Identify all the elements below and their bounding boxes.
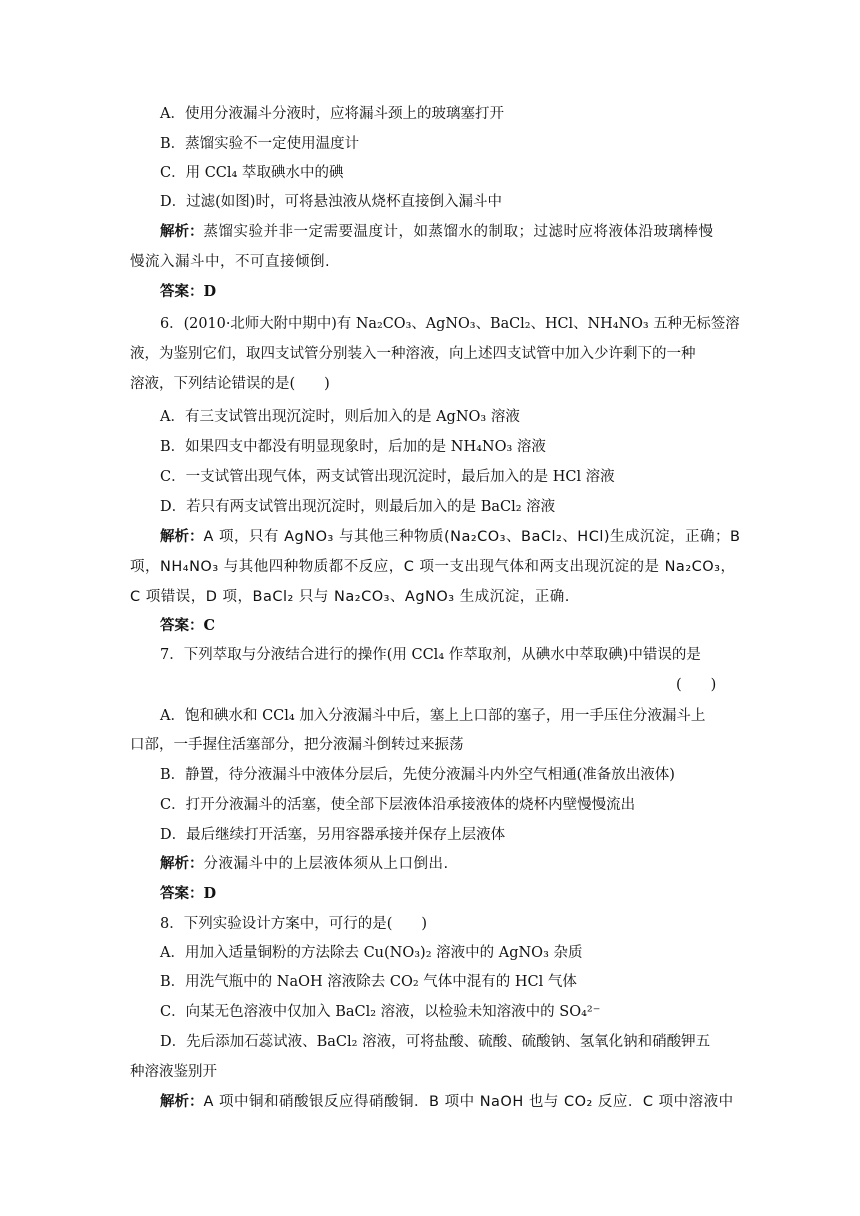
answer-label: 答案： [160,617,204,634]
answer-label: 答案： [160,885,204,902]
answer-bracket-q7: ( ) [676,677,717,693]
option-d-q6: D．若只有两支试管出现沉淀时，则最后加入的是 BaCl₂ 溶液 [160,499,556,515]
explanation-text: 分液漏斗中的上层液体须从上口倒出. [203,856,449,872]
answer-q7 [160,884,216,904]
explanation-text: 蒸馏实验并非一定需要温度计，如蒸馏水的制取；过滤时应将液体沿玻璃棒慢 [203,224,714,240]
option-b-q5: B．蒸馏实验不一定使用温度计 [160,136,360,152]
explanation-q7 [160,854,449,874]
explanation-label: 解析： [160,528,204,545]
option-d-q5: D．过滤(如图)时，可将悬浊液从烧杯直接倒入漏斗中 [160,194,502,210]
question-6-line-2: 液，为鉴别它们，取四支试管分别装入一种溶液，向上述四支试管中加入少许剩下的一种 [130,346,696,362]
answer-label: 答案： [160,283,204,300]
option-b-q8: B．用洗气瓶中的 NaOH 溶液除去 CO₂ 气体中混有的 HCl 气体 [160,974,577,990]
option-b-q7: B．静置，待分液漏斗中液体分层后，先使分液漏斗内外空气相通(准备放出液体) [160,767,675,783]
explanation-q6 [160,527,740,547]
option-b-q6: B．如果四支中都没有明显现象时，后加的是 NH₄NO₃ 溶液 [160,439,546,455]
option-c-q8: C．向某无色溶液中仅加入 BaCl₂ 溶液，以检验未知溶液中的 SO₄²⁻ [160,1004,601,1020]
option-a-q6: A．有三支试管出现沉淀时，则后加入的是 AgNO₃ 溶液 [160,409,520,425]
explanation-cont-q5 [130,252,330,272]
explanation-label: 解析： [160,223,204,240]
option-a-q7-cont: 口部，一手握住活塞部分，把分液漏斗倒转过来振荡 [130,737,464,753]
answer-value: C [203,617,216,634]
explanation-label: 解析： [160,855,204,872]
explanation-text: 慢流入漏斗中，不可直接倾倒. [130,254,331,270]
question-8: 8．下列实验设计方案中，可行的是( ) [160,916,428,932]
explanation-text: A 项，只有 AgNO₃ 与其他三种物质(Na₂CO₃、BaCl₂、HCl)生成沉淀，正确；B [203,529,741,545]
option-d-q7: D．最后继续打开活塞，另用容器承接并保存上层液体 [160,827,506,843]
explanation-text: C 项错误，D 项，BaCl₂ 只与 Na₂CO₃、AgNO₃ 生成沉淀，正确. [130,589,570,605]
explanation-q5 [160,222,714,242]
question-6-line-1: 6．(2010·北师大附中期中)有 Na₂CO₃、AgNO₃、BaCl₂、HCl、NH₄NO₃ 五种无标签溶 [160,316,740,332]
explanation-cont-q6-2 [130,587,570,607]
option-a-q5: A．使用分液漏斗分液时，应将漏斗颈上的玻璃塞打开 [160,106,504,122]
option-a-q8: A．用加入适量铜粉的方法除去 Cu(NO₃)₂ 溶液中的 AgNO₃ 杂质 [160,945,583,961]
question-7-line-1: 7．下列萃取与分液结合进行的操作(用 CCl₄ 作萃取剂，从碘水中萃取碘)中错误的是 [160,647,701,663]
question-6-line-3: 溶液，下列结论错误的是( ) [130,376,330,392]
option-d-q8: D．先后添加石蕊试液、BaCl₂ 溶液，可将盐酸、硫酸、硫酸钠、氢氧化钠和硝酸钾五 [160,1034,711,1050]
answer-q6 [160,616,215,636]
option-d-q8-cont: 种溶液鉴别开 [130,1064,217,1080]
answer-value: D [203,885,217,902]
answer-value: D [203,283,217,300]
explanation-text: 项，NH₄NO₃ 与其他四种物质都不反应，C 项一支出现气体和两支出现沉淀的是 Na₂CO₃， [130,559,736,575]
explanation-q8 [160,1092,734,1112]
option-c-q7: C．打开分液漏斗的活塞，使全部下层液体沿承接液体的烧杯内壁慢慢流出 [160,797,636,813]
explanation-label: 解析： [160,1093,204,1110]
option-a-q7: A．饱和碘水和 CCl₄ 加入分液漏斗中后，塞上上口部的塞子，用一手压住分液漏斗上 [160,708,706,724]
explanation-text: A 项中铜和硝酸银反应得硝酸铜．B 项中 NaOH 也与 CO₂ 反应．C 项中溶液中 [203,1094,734,1110]
explanation-cont-q6-1 [130,557,735,577]
option-c-q5: C．用 CCl₄ 萃取碘水中的碘 [160,165,344,181]
answer-q5 [160,282,216,302]
option-c-q6: C．一支试管出现气体，两支试管出现沉淀时，最后加入的是 HCl 溶液 [160,469,615,485]
